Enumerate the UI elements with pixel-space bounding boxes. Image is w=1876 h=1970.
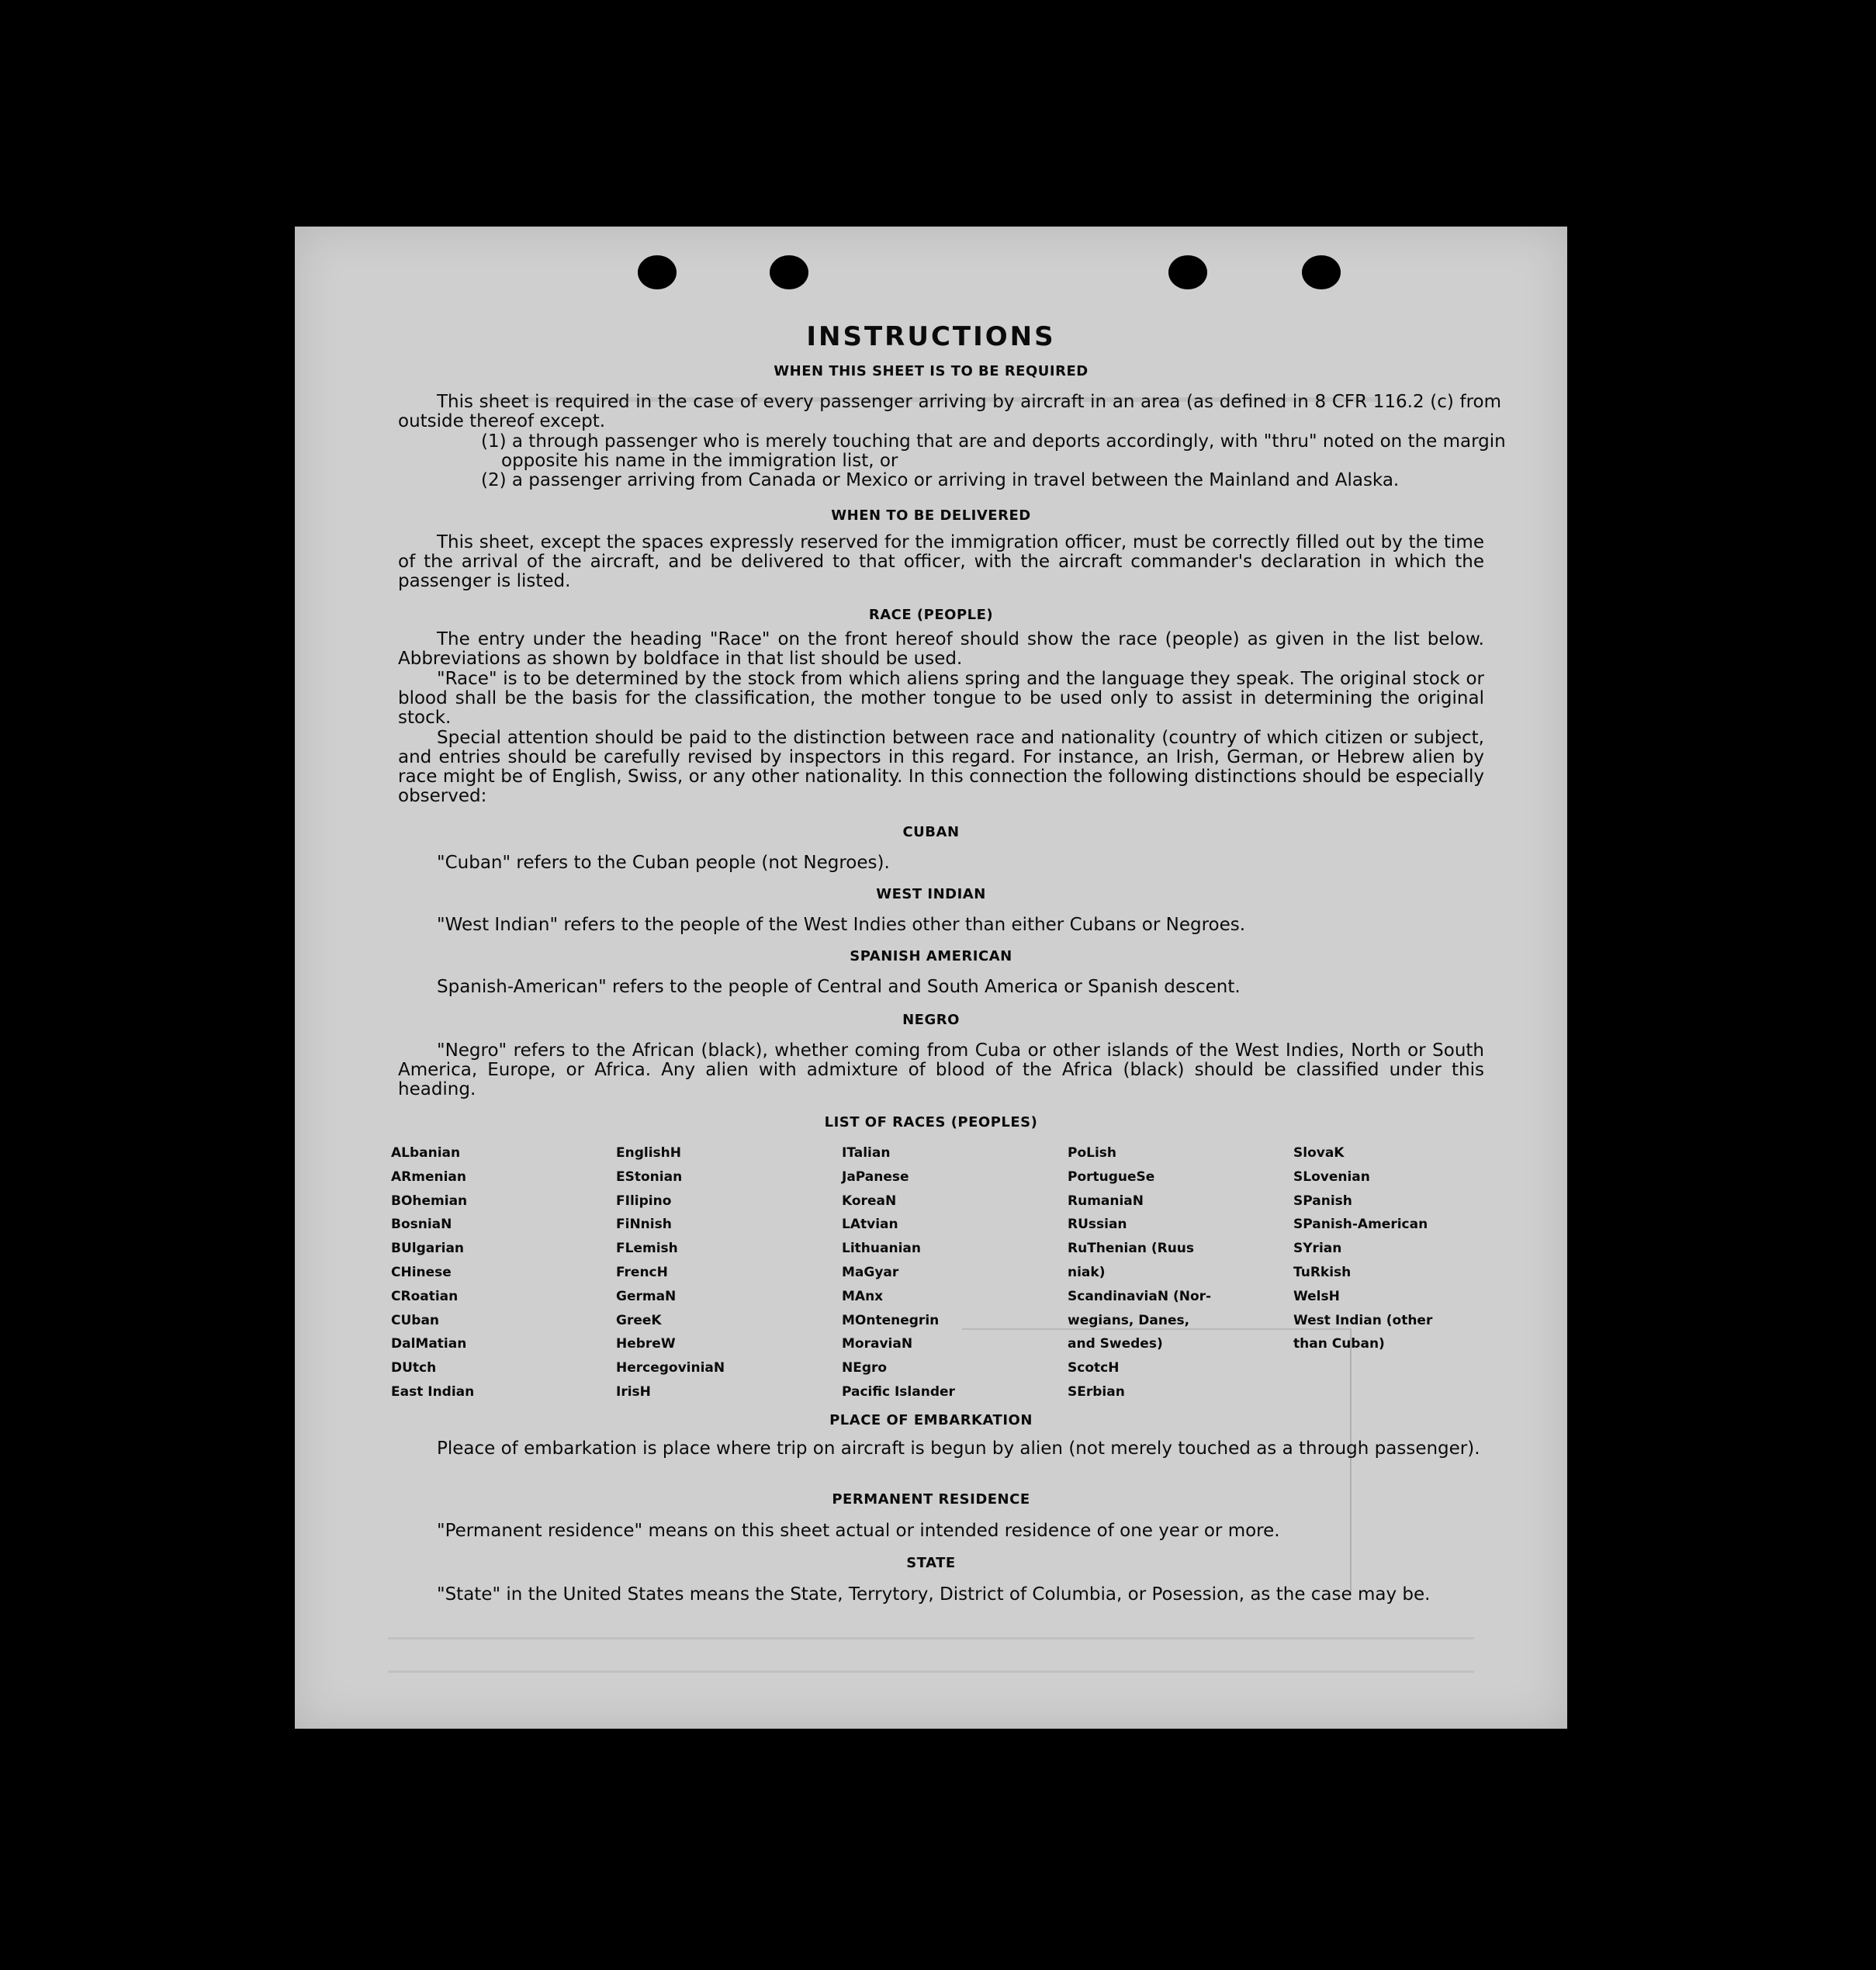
race-list-item: SlovaK [1293, 1145, 1345, 1161]
race-list-item: RuThenian (Ruus [1068, 1241, 1195, 1257]
races-column-4 [1068, 1141, 1277, 1404]
races-column-5 [1293, 1141, 1503, 1356]
race-list-item: IrisH [616, 1383, 651, 1400]
race-list-item: KoreaN [842, 1193, 897, 1209]
race-list-item: NEgro [842, 1360, 888, 1376]
race-list-item: MAnx [842, 1288, 884, 1304]
section-heading-delivered: WHEN TO BE DELIVERED [831, 507, 1031, 524]
bleed-through-footer [388, 1637, 1474, 1673]
race-list-item: FiNnish [616, 1217, 672, 1233]
races-column-3 [842, 1141, 1051, 1404]
required-body: This sheet is required in the case of every passenger arriving by aircraft in an area (as defined in 8 CFR 116.2 (c) from outside thereof except. [398, 392, 1501, 431]
race-list-item: BosniaN [391, 1217, 452, 1233]
race-list-item: RUssian [1068, 1217, 1127, 1233]
race-list-item: LAtvian [842, 1217, 898, 1233]
race-list-item: WelsH [1293, 1288, 1340, 1304]
punch-hole [1168, 255, 1207, 289]
race-list-item: MOntenegrin [842, 1312, 940, 1328]
state-body: "State" in the United States means the State, Terrytory, District of Columbia, or Posession, as the case may be. [437, 1584, 1431, 1605]
section-heading-negro: NEGRO [902, 1012, 960, 1028]
race-list-item: CUban [391, 1312, 440, 1328]
race-list-item: SYrian [1293, 1241, 1342, 1257]
race-list-item: East Indian [391, 1383, 475, 1400]
race-list-item: ScotcH [1068, 1360, 1120, 1376]
race-list-item: MaGyar [842, 1264, 899, 1280]
race-list-item: niak) [1068, 1264, 1106, 1280]
races-column-2 [616, 1141, 826, 1404]
race-list-item: ALbanian [391, 1145, 461, 1161]
race-list-item: FIlipino [616, 1193, 672, 1209]
race-list-item: Lithuanian [842, 1241, 921, 1257]
race-list-item: MoraviaN [842, 1336, 913, 1352]
residence-body: "Permanent residence" means on this sheet actual or intended residence of one year or more. [437, 1521, 1280, 1541]
negro-body: "Negro" refers to the African (black), whether coming from Cuba or other islands of the West Indies, North or South America, Europe, or Africa. Any alien with admixture of blood of the Africa (black) should be classified under this heading. [398, 1040, 1484, 1099]
race-list-item: EnglishH [616, 1145, 681, 1161]
race-list-item: SPanish [1293, 1193, 1352, 1209]
race-list-item: and Swedes) [1068, 1336, 1163, 1352]
section-heading-residence: PERMANENT RESIDENCE [832, 1491, 1030, 1508]
embarkation-body: Pleace of embarkation is place where trip on aircraft is begun by alien (not merely touched as a through passenger). [437, 1439, 1480, 1459]
page-title: INSTRUCTIONS [806, 321, 1056, 352]
race-list-item: Pacific Islander [842, 1383, 955, 1400]
required-item-1: (1) a through passenger who is merely touching that are and deports accordingly, with "thru" noted on the margin opposite his name in the immigration list, or [481, 431, 1506, 471]
race-list-item: West Indian (other [1293, 1312, 1433, 1328]
race-list-item: SLovenian [1293, 1168, 1370, 1185]
race-paragraph-3: Special attention should be paid to the distinction between race and nationality (country of which citizen or subject, and entries should be carefully revised by inspectors in this regard. For instance, an Irish, German, or Hebrew alien by race might be of English, Swiss, or any other nationality. In this connection the following distinctions should be especially observed: [398, 728, 1484, 806]
race-list-item: FLemish [616, 1241, 678, 1257]
race-list-item: TuRkish [1293, 1264, 1352, 1280]
race-list-item: CHinese [391, 1264, 452, 1280]
race-list-item: HercegoviniaN [616, 1360, 725, 1376]
required-item-2: (2) a passenger arriving from Canada or Mexico or arriving in travel between the Mainland and Alaska. [481, 470, 1400, 490]
race-list-item: RumaniaN [1068, 1193, 1144, 1209]
race-list-item: DalMatian [391, 1336, 467, 1352]
race-list-item: JaPanese [842, 1168, 909, 1185]
race-list-item: HebreW [616, 1336, 676, 1352]
race-list-item: EStonian [616, 1168, 683, 1185]
cuban-body: "Cuban" refers to the Cuban people (not Negroes). [437, 853, 890, 873]
delivered-body: This sheet, except the spaces expressly reserved for the immigration officer, must be correctly filled out by the time of the arrival of the aircraft, and be delivered to that officer, with the aircraft commander's declaration in which the passenger is listed. [398, 532, 1484, 591]
section-heading-west-indian: WEST INDIAN [876, 886, 986, 902]
section-heading-state: STATE [906, 1555, 956, 1571]
race-list-item: SPanish-American [1293, 1217, 1428, 1233]
race-list-item: BUlgarian [391, 1241, 465, 1257]
west-indian-body: "West Indian" refers to the people of the West Indies other than either Cubans or Negroes. [437, 915, 1246, 935]
race-list-item: ScandinaviaN (Nor- [1068, 1288, 1212, 1304]
punch-hole [770, 255, 808, 289]
race-list-item: than Cuban) [1293, 1336, 1385, 1352]
section-heading-required: WHEN THIS SHEET IS TO BE REQUIRED [774, 363, 1089, 379]
race-list-item: ITalian [842, 1145, 891, 1161]
races-column-1 [391, 1141, 601, 1404]
race-paragraph-1: The entry under the heading "Race" on the front hereof should show the race (people) as given in the list below. Abbreviations as shown by boldface in that list should be used. [398, 629, 1484, 669]
race-list-item: PortugueSe [1068, 1168, 1155, 1185]
race-list-item: FrencH [616, 1264, 668, 1280]
race-list-item: PoLish [1068, 1145, 1117, 1161]
race-list-item: ARmenian [391, 1168, 466, 1185]
race-list-item: GermaN [616, 1288, 677, 1304]
document-sheet [295, 227, 1567, 1729]
section-heading-spanish-american: SPANISH AMERICAN [850, 948, 1012, 964]
section-heading-race: RACE (PEOPLE) [868, 607, 994, 623]
punch-hole [638, 255, 677, 289]
race-paragraph-2: "Race" is to be determined by the stock from which aliens spring and the language they speak. The original stock or blood shall be the basis for the classification, the mother tongue to be used only to assist in determining the original stock. [398, 669, 1484, 728]
race-list-item: wegians, Danes, [1068, 1312, 1190, 1328]
section-heading-cuban: CUBAN [902, 824, 960, 840]
race-list-item: BOhemian [391, 1193, 468, 1209]
race-list-item: CRoatian [391, 1288, 459, 1304]
section-heading-embarkation: PLACE OF EMBARKATION [829, 1412, 1033, 1428]
race-list-item: DUtch [391, 1360, 437, 1376]
punch-hole [1302, 255, 1341, 289]
spanish-american-body: Spanish-American" refers to the people of Central and South America or Spanish descent. [437, 977, 1241, 997]
race-list-item: SErbian [1068, 1383, 1125, 1400]
section-heading-races-list: LIST OF RACES (PEOPLES) [824, 1114, 1038, 1130]
race-list-item: GreeK [616, 1312, 662, 1328]
